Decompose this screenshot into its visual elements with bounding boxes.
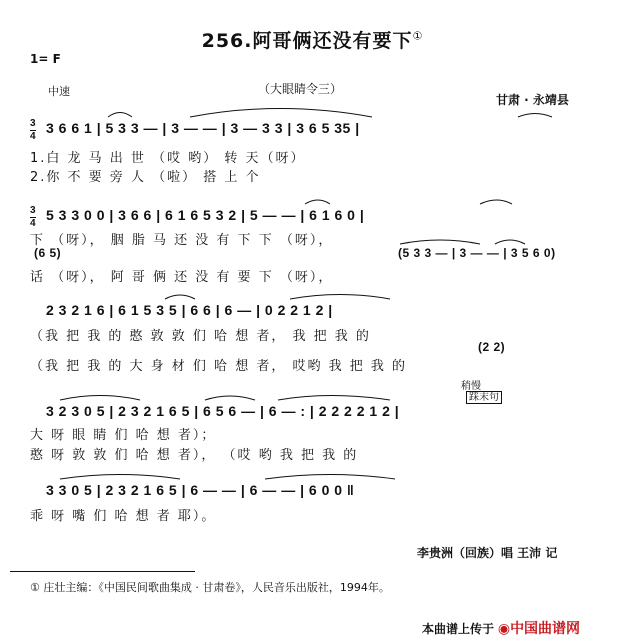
logo-icon: ◉ <box>497 621 511 637</box>
footnote-divider <box>10 571 195 572</box>
footnote: ① 庄壮主编：《中国民间歌曲集成 · 甘肃卷》，人民音乐出版社，1994年。 <box>30 581 390 594</box>
tune-name: （大眼睛令三） <box>258 82 343 96</box>
notation-line-2: 5 3 3 0 0 | 3 6 6 | 6 1 6 5 3 2 | 5 — — | 6 1 6 0 | <box>46 207 365 223</box>
slur <box>305 200 330 204</box>
slur <box>495 240 525 244</box>
tempo-change-mark: 稍慢 <box>461 381 481 392</box>
notation-line-4: 3 2 3 0 5 | 2 3 2 1 6 5 | 6 5 6 — | 6 — : | 2 2 2 2 1 2 | <box>46 403 400 419</box>
source-line <box>422 618 580 638</box>
lyrics-line-1-verse-1: 1.白 龙 马 出 世 （哎 哟） 转 天（呀） <box>30 151 306 166</box>
slur <box>480 200 512 204</box>
region-label: 甘肃 · 永靖县 <box>496 93 569 107</box>
notation-line-1: 3 6 6 1 | 5 3 3 — | 3 — — | 3 — 3 3 | 3 6 5 35 | <box>46 120 360 136</box>
slur <box>265 475 395 480</box>
key-signature: 1= F <box>30 52 61 66</box>
lyrics-line-3-verse-1: （我 把 我 的 憨 敦 敦 们 哈 想 者， 我 把 我 的 <box>30 329 371 344</box>
time-signature: 3 4 <box>30 205 36 229</box>
site-logo[interactable]: ◉中国曲谱网 <box>497 621 581 637</box>
aside-note-2: (5 3 3 — | 3 — — | 3 5 6 0) <box>398 246 556 260</box>
aside-note-1: (6 5) <box>34 246 62 260</box>
title-text: 256.阿哥俩还没有要下 <box>201 30 413 52</box>
ending-mark: 踩末句 <box>466 391 502 404</box>
notation-line-3: 2 3 2 1 6 | 6 1 5 3 5 | 6 6 | 6 — | 0 2 2 1 2 | <box>46 302 333 318</box>
slur <box>60 475 180 480</box>
slur <box>278 396 390 401</box>
lyrics-line-3-verse-2: （我 把 我 的 大 身 材 们 哈 想 者， 哎哟 我 把 我 的 <box>30 359 407 374</box>
slur <box>108 113 132 118</box>
lyrics-line-2-verse-1: 下 （呀）， 胭 脂 马 还 没 有 下 下 （呀）， <box>30 233 334 248</box>
notation-line-5: 3 3 0 5 | 2 3 2 1 6 5 | 6 — — | 6 — — | 6 0 0 ‖ <box>46 482 355 498</box>
slur <box>205 396 255 400</box>
lyrics-line-4-verse-2: 憨 呀 敦 敦 们 哈 想 者）， （哎 哟 我 把 我 的 <box>30 448 359 463</box>
slur <box>400 240 480 244</box>
lyrics-line-5-verse-1: 乖 呀 嘴 们 哈 想 者 耶）。 <box>30 509 217 524</box>
aside-note-3: (2 2) <box>478 340 506 354</box>
time-signature: 3 4 <box>30 118 36 142</box>
slur <box>518 114 552 118</box>
slur <box>190 109 372 118</box>
slur <box>290 295 390 300</box>
credits: 李贵洲（回族）唱 王沛 记 <box>417 546 558 560</box>
lyrics-line-2-verse-2: 话 （呀）， 阿 哥 俩 还 没 有 要 下 （呀）， <box>30 270 334 285</box>
slur <box>165 295 195 299</box>
title-footnote-marker: ① <box>412 29 424 43</box>
slur <box>60 396 140 401</box>
source-prefix: 本曲谱上传于 <box>422 622 495 636</box>
lyrics-line-1-verse-2: 2.你 不 要 旁 人 （啦） 搭 上 个 <box>30 170 261 185</box>
tempo-marking: 中速 <box>48 85 70 98</box>
lyrics-line-4-verse-1: 大 呀 眼 睛 们 哈 想 者）； <box>30 428 217 443</box>
